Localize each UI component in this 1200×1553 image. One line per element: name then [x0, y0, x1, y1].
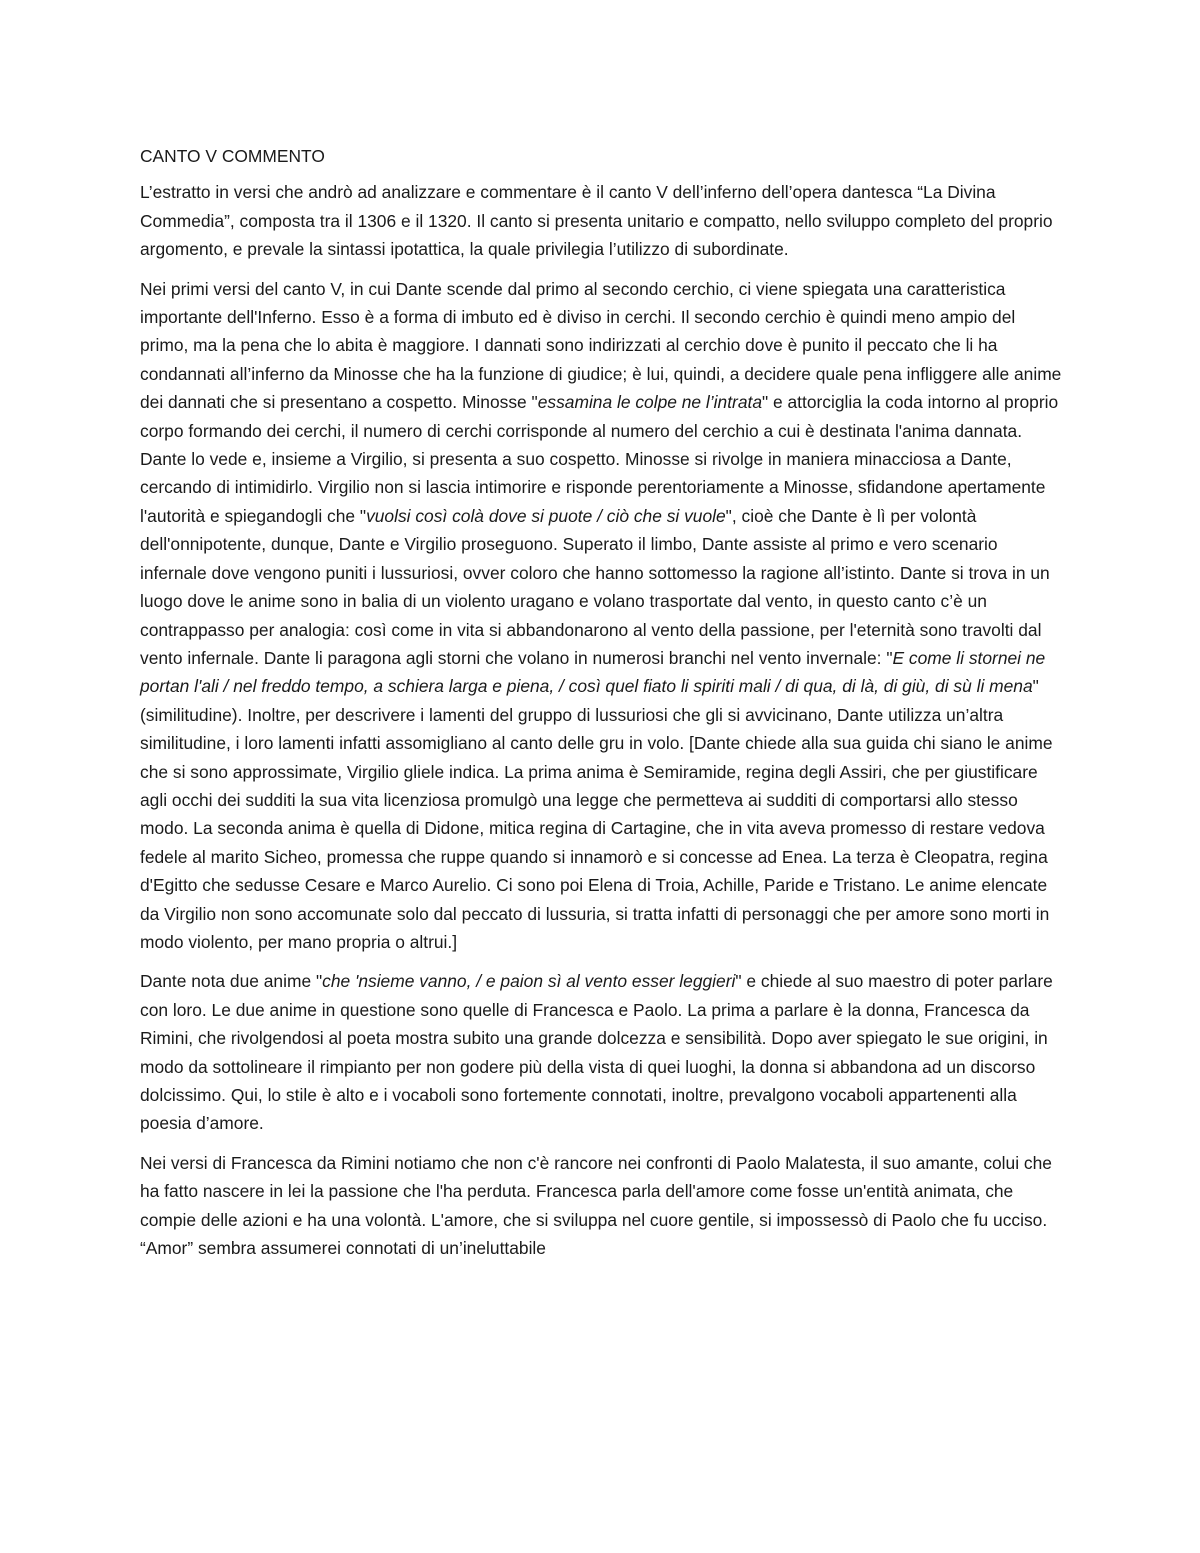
paragraph-intro: L’estratto in versi che andrò ad analizzare e commentare è il canto V dell’inferno dell’opera dantesca “La Divina Commedia”, composta tra il 1306 e il 1320. Il canto si presenta unitario e compatto, nello sviluppo completo del proprio argomento, e prevale la sintassi ipotattica, la quale privilegia l’utilizzo di subordinate.	[140, 182, 1053, 260]
document-title: CANTO V COMMENTO	[140, 146, 325, 166]
quote-anime: che 'nsieme vanno, / e paion sì al vento esser leggieri	[322, 971, 736, 992]
paragraph-text: " e chiede al suo maestro di poter parlare con loro. Le due anime in questione sono quelle di Francesca e Paolo. La prima a parlare è la donna, Francesca da Rimini, che rivolgendosi al poeta mostra subito una grande dolcezza e sensibilità. Dopo aver spiegato le sue origini, in modo da sottolineare il rimpianto per non godere più della vista di quei luoghi, la donna si abbandona ad un discorso dolcissimo. Qui, lo stile è alto e i vocaboli sono fortemente connotati, inoltre, prevalgono vocaboli appartenenti alla poesia d’amore.	[140, 971, 1053, 1134]
document-page	[140, 142, 1062, 1273]
paragraph-francesca-versi: Nei versi di Francesca da Rimini notiamo che non c'è rancore nei confronti di Paolo Malatesta, il suo amante, colui che ha fatto nascere in lei la passione che l'ha perduta. Francesca parla dell'amore come fosse un'entità animata, che compie delle azioni e ha una volontà. L'amore, che si sviluppa nel cuore gentile, si impossessò di Paolo che fu ucciso. “Amor” sembra assumerei connotati di un’ineluttabile	[140, 1152, 1052, 1259]
paragraph-text: Dante nota due anime "	[140, 971, 323, 992]
quote-virgilio: vuolsi così colà dove si puote / ciò che si vuole	[366, 505, 726, 526]
paragraph-text: "(similitudine). Inoltre, per descrivere i lamenti del gruppo di lussuriosi che gli si avvicinano, Dante utilizza un’altra similitudine, i loro lamenti infatti assomigliano al canto delle gru in volo. [Dante chiede alla sua guida chi siano le anime che si sono approssimate, Virgilio gliele indica. La prima anima è Semiramide, regina degli Assiri, che per giustificare agli occhi dei sudditi la sua vita licenziosa promulgò una legge che permetteva ai sudditi di comportarsi allo stesso modo. La seconda anima è quella di Didone, mitica regina di Cartagine, che in vita aveva promesso di restare vedova fedele al marito Sicheo, promessa che ruppe quando si innamorò e si concesse ad Enea. La terza è Cleopatra, regina d'Egitto che sedusse Cesare e Marco Aurelio. Ci sono poi Elena di Troia, Achille, Paride e Tristano. Le anime elencate da Virgilio non sono accomunate solo dal peccato di lussuria, si tratta infatti di personaggi che per amore sono morti in modo violento, per mano propria o altrui.]	[140, 676, 1053, 952]
paragraph-francesca-paolo	[140, 967, 1062, 1137]
quote-minosse: essamina le colpe ne l’intrata	[537, 392, 762, 413]
paragraph-minosse	[140, 275, 1062, 957]
paragraph-text: Nei primi versi del canto V, in cui Dante scende dal primo al secondo cerchio, ci viene spiegata una caratteristica importante dell'Inferno. Esso è a forma di imbuto ed è diviso in cerchi. Il secondo cerchio è quindi meno ampio del primo, ma la pena che lo abita è maggiore. I dannati sono indirizzati al cerchio dove è punito il peccato che li ha condannati all’inferno da Minosse che ha la funzione di giudice; è lui, quindi, a decidere quale pena infliggere alle anime dei dannati che si presentano a cospetto. Minosse "	[140, 278, 1062, 413]
paragraph-text: " e attorciglia la coda intorno al proprio corpo formando dei cerchi, il numero di cerchi corrisponde al numero del cerchio a cui è destinata l'anima dannata. Dante lo vede e, insieme a Virgilio, si presenta a suo cospetto. Minosse si rivolge in maniera minacciosa a Dante, cercando di intimidirlo. Virgilio non si lascia intimorire e risponde perentoriamente a Minosse, sfidandone apertamente l'autorità e spiegandogli che "	[140, 392, 1059, 526]
quote-storni: E come li stornei ne portan l'ali / nel freddo tempo, a schiera larga e piena, / così quel fiato li spiriti mali / di qua, di là, di giù, di sù li mena	[140, 647, 1046, 697]
paragraph-text: ", cioè che Dante è lì per volontà dell'onnipotente, dunque, Dante e Virgilio proseguono. Superato il limbo, Dante assiste al primo e vero scenario infernale dove vengono puniti i lussuriosi, ovver coloro che hanno sottomesso la ragione all’istinto. Dante si trova in un luogo dove le anime sono in balia di un violento uragano e volano trasportate dal vento, in questo canto c’è un contrappasso per analogia: così come in vita si abbandonarono al vento della passione, per l'eternità sono travolti dal vento infernale. Dante li paragona agli storni che volano in numerosi branchi nel vento invernale: "	[140, 505, 1050, 668]
